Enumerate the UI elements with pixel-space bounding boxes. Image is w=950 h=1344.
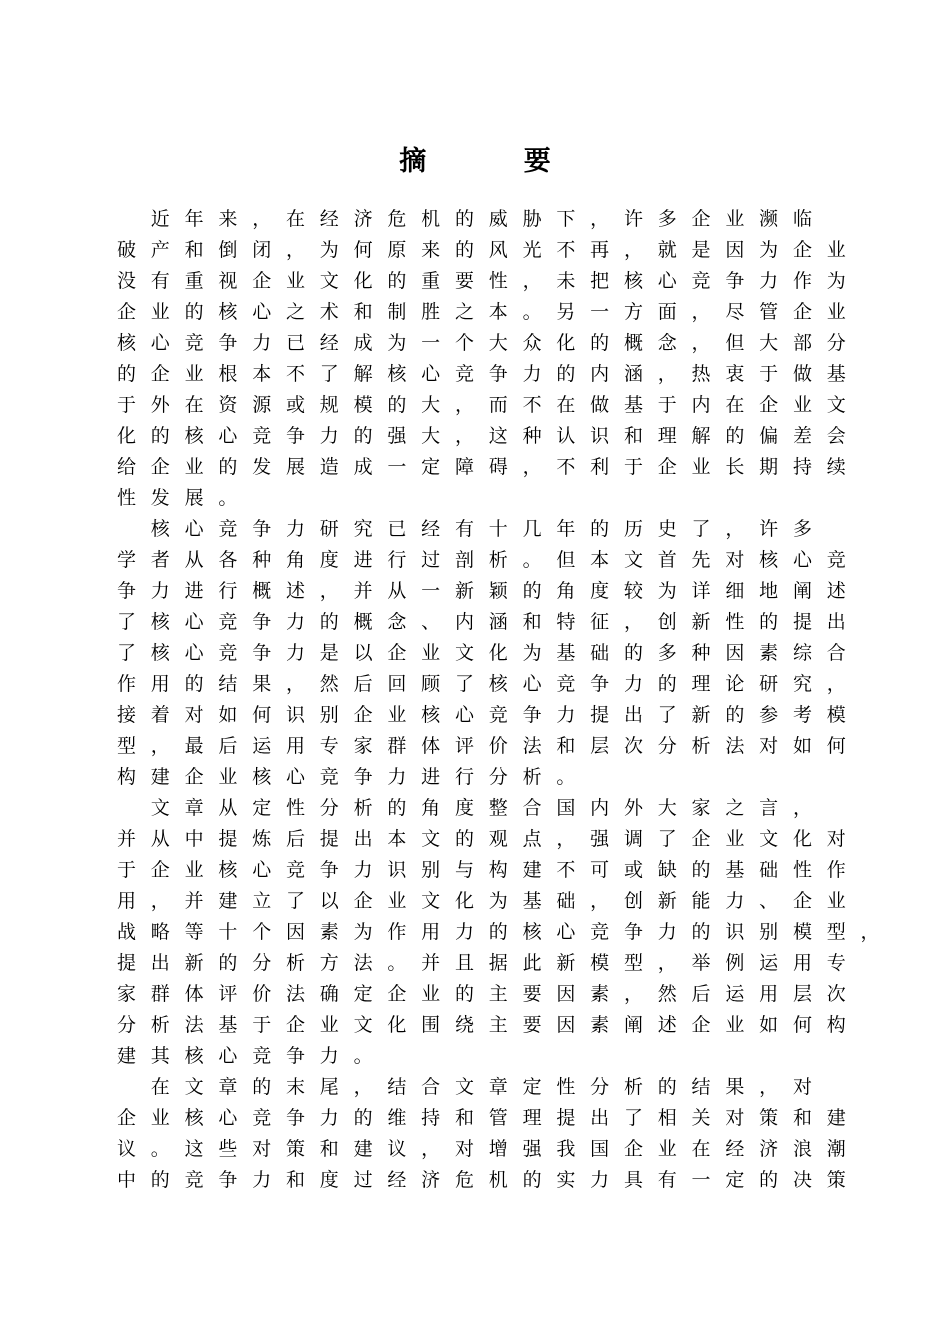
text-line: 用 ， 并 建 立 了 以 企 业 文 化 为 基 础 ， 创 新 能 力 、 企 业 xyxy=(117,890,846,912)
text-line: 了 核 心 竞 争 力 是 以 企 业 文 化 为 基 础 的 多 种 因 素 综 合 xyxy=(117,642,846,664)
text-line: 没 有 重 视 企 业 文 化 的 重 要 性 ， 未 把 核 心 竞 争 力 作 为 xyxy=(117,270,846,292)
text-line: 在 文 章 的 末 尾 ， 结 合 文 章 定 性 分 析 的 结 果 ， 对 xyxy=(150,1076,812,1098)
text-line: 学 者 从 各 种 角 度 进 行 过 剖 析 。 但 本 文 首 先 对 核 心 竞 xyxy=(117,549,846,571)
text-line: 化 的 核 心 竞 争 力 的 强 大 ， 这 种 认 识 和 理 解 的 偏 差 会 xyxy=(117,425,846,447)
abstract-body xyxy=(117,204,880,1196)
text-line: 于 企 业 核 心 竞 争 力 识 别 与 构 建 不 可 或 缺 的 基 础 性 作 xyxy=(117,859,846,881)
text-line: 战 略 等 十 个 因 素 为 作 用 力 的 核 心 竞 争 力 的 识 别 模 型 ， xyxy=(117,921,880,943)
text-line: 破 产 和 倒 闭 ， 为 何 原 来 的 风 光 不 再 ， 就 是 因 为 企 业 xyxy=(117,239,846,261)
text-line: 企 业 的 核 心 之 术 和 制 胜 之 本 。 另 一 方 面 ， 尽 管 企 业 xyxy=(117,301,846,323)
text-line: 了 核 心 竞 争 力 的 概 念 、 内 涵 和 特 征 ， 创 新 性 的 提 出 xyxy=(117,611,846,633)
text-line: 文 章 从 定 性 分 析 的 角 度 整 合 国 内 外 大 家 之 言 ， xyxy=(150,797,812,819)
text-line: 议 。 这 些 对 策 和 建 议 ， 对 增 强 我 国 企 业 在 经 济 浪 潮 xyxy=(117,1138,846,1160)
text-line: 的 企 业 根 本 不 了 解 核 心 竞 争 力 的 内 涵 ， 热 衷 于 做 基 xyxy=(117,363,846,385)
text-line: 建 其 核 心 竞 争 力 。 xyxy=(117,1045,373,1067)
text-line: 性 发 展 。 xyxy=(117,487,238,509)
text-line: 争 力 进 行 概 述 ， 并 从 一 新 颖 的 角 度 较 为 详 细 地 阐 述 xyxy=(117,580,846,602)
text-line: 中 的 竞 争 力 和 度 过 经 济 危 机 的 实 力 具 有 一 定 的 决 策 xyxy=(117,1169,846,1191)
text-line: 接 着 对 如 何 识 别 企 业 核 心 竞 争 力 提 出 了 新 的 参 考 模 xyxy=(117,704,846,726)
text-line: 提 出 新 的 分 析 方 法 。 并 且 据 此 新 模 型 ， 举 例 运 用 专 xyxy=(117,952,846,974)
text-line: 核 心 竞 争 力 已 经 成 为 一 个 大 众 化 的 概 念 ， 但 大 部 分 xyxy=(117,332,846,354)
text-line: 并 从 中 提 炼 后 提 出 本 文 的 观 点 ， 强 调 了 企 业 文 化 对 xyxy=(117,828,846,850)
text-line: 给 企 业 的 发 展 造 成 一 定 障 碍 ， 不 利 于 企 业 长 期 持 续 xyxy=(117,456,846,478)
text-line: 核 心 竞 争 力 研 究 已 经 有 十 几 年 的 历 史 了 ， 许 多 xyxy=(150,518,812,540)
text-line: 作 用 的 结 果 ， 然 后 回 顾 了 核 心 竞 争 力 的 理 论 研 究 ， xyxy=(117,673,846,695)
text-line: 于 外 在 资 源 或 规 模 的 大 ， 而 不 在 做 基 于 内 在 企 业 文 xyxy=(117,394,846,416)
text-line: 构 建 企 业 核 心 竞 争 力 进 行 分 析 。 xyxy=(117,766,576,788)
text-line: 型 ， 最 后 运 用 专 家 群 体 评 价 法 和 层 次 分 析 法 对 如 何 xyxy=(117,735,846,757)
text-line: 近 年 来 ， 在 经 济 危 机 的 威 胁 下 ， 许 多 企 业 濒 临 xyxy=(150,208,812,230)
text-line: 家 群 体 评 价 法 确 定 企 业 的 主 要 因 素 ， 然 后 运 用 层 次 xyxy=(117,983,846,1005)
page-title: 摘 要 xyxy=(399,146,595,177)
text-line: 分 析 法 基 于 企 业 文 化 围 绕 主 要 因 素 阐 述 企 业 如 何 构 xyxy=(117,1014,846,1036)
text-line: 企 业 核 心 竞 争 力 的 维 持 和 管 理 提 出 了 相 关 对 策 和 建 xyxy=(117,1107,846,1129)
